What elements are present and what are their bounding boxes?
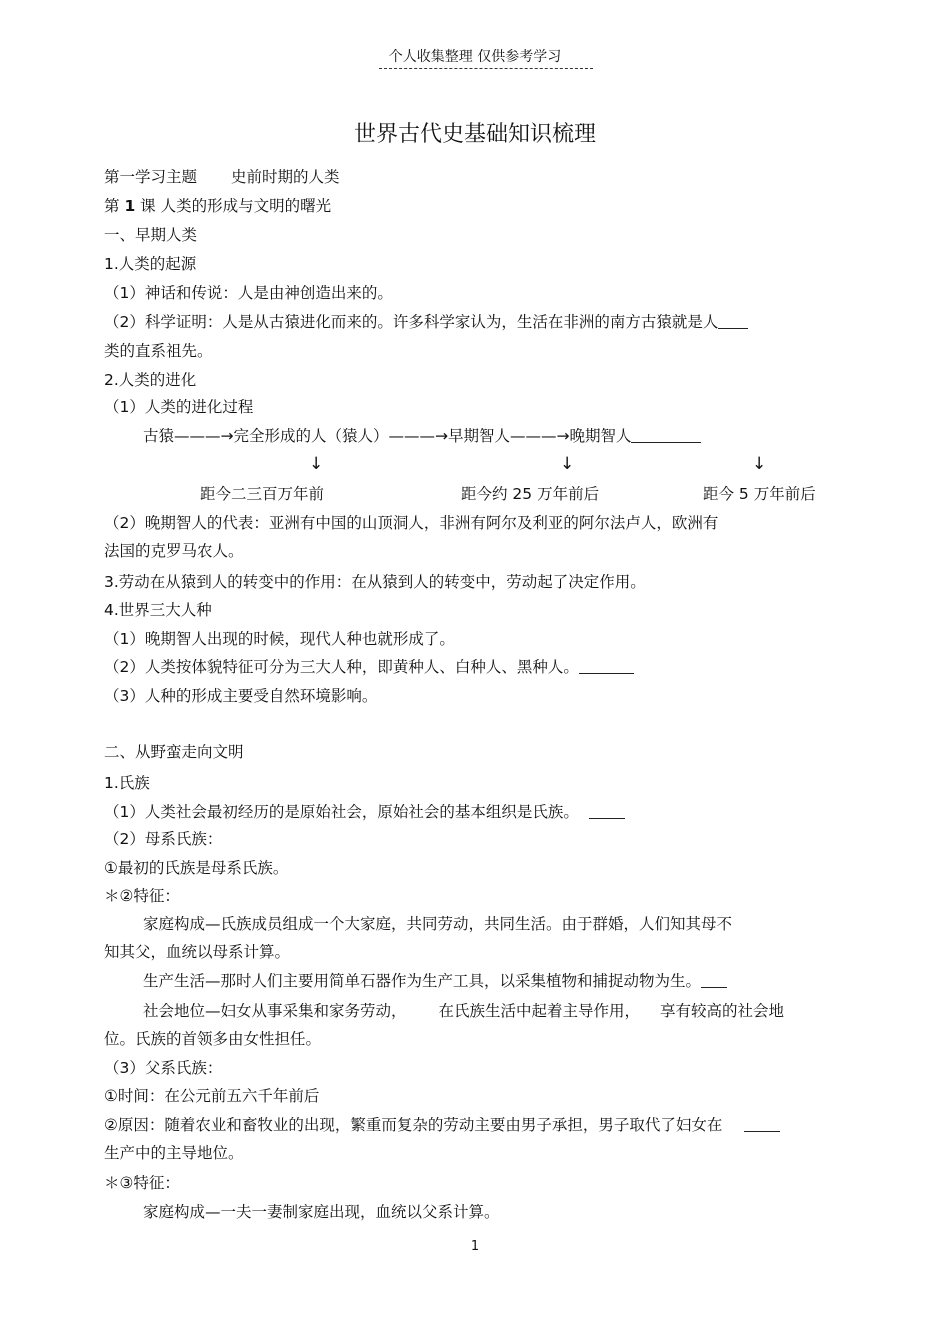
theme-title: 史前时期的人类 [231,168,340,186]
matriarchal-production: 生产生活—那时人们主要用简单石器作为生产工具，以采集植物和捕捉动物为生。 [143,970,727,992]
running-header: 个人收集整理 仅供参考学习 [388,49,562,65]
patriarchal-reason: ②原因：随着农业和畜牧业的出现，繁重而复杂的劳动主要由男子承担，男子取代了妇女在 [104,1114,780,1136]
item-races-3: （3）人种的形成主要受自然环境影响。 [104,687,378,705]
page-number: 1 [470,1239,480,1254]
fill-blank [579,657,634,674]
item-races-heading: 4.世界三大人种 [104,601,212,619]
item-origin-myth: （1）神话和传说：人是由神创造出来的。 [104,284,393,302]
time-label-late-sapiens: 距今 5 万年前后 [703,485,816,503]
fill-blank [589,802,625,819]
item-late-sapiens-cont: 法国的克罗马农人。 [104,542,244,560]
item-clan-1: （1）人类社会最初经历的是原始社会，原始社会的基本组织是氏族。 [104,801,625,823]
patriarchal-reason-cont: 生产中的主导地位。 [104,1144,244,1162]
part1-heading: 一、早期人类 [104,226,198,244]
fill-blank [718,312,748,329]
item-races-1: （1）晚期智人出现的时候，现代人种也就形成了。 [104,630,455,648]
down-arrow-icon: ↓ [752,454,767,474]
item-patriarchal: （3）父系氏族： [104,1059,223,1077]
down-arrow-icon: ↓ [309,454,324,474]
matriarchal-family-cont: 知其父，血统以母系计算。 [104,943,291,961]
lesson-heading: 第 1 课 人类的形成与文明的曙光 [104,197,332,215]
item-evolution-heading: 2.人类的进化 [104,371,197,389]
item-late-sapiens: （2）晚期智人的代表：亚洲有中国的山顶洞人，非洲有阿尔及利亚的阿尔法卢人，欧洲有 [104,514,719,532]
theme-heading [104,166,340,188]
item-evolution-process: （1）人类的进化过程 [104,398,254,416]
matriarchal-status-cont: 位。氏族的首领多由女性担任。 [104,1030,322,1048]
patriarchal-time: ①时间：在公元前五六千年前后 [104,1087,320,1105]
time-label-early-sapiens: 距今约 25 万年前后 [461,485,600,503]
item-labor-role: 3.劳动在从猿到人的转变中的作用：在从猿到人的转变中，劳动起了决定作用。 [104,573,646,591]
header-divider [379,68,593,69]
item-clan-heading: 1.氏族 [104,774,150,792]
lesson-number: 1 [124,197,136,215]
fill-blank [744,1115,780,1132]
item-origin-heading: 1.人类的起源 [104,255,197,273]
theme-label: 第一学习主题 [104,168,198,186]
down-arrow-icon: ↓ [560,454,575,474]
time-label-apes-man: 距今二三百万年前 [200,485,325,503]
item-races-2: （2）人类按体貌特征可分为三大人种，即黄种人、白种人、黑种人。 [104,656,634,678]
patriarchal-features: ＊③特征： [104,1174,180,1192]
item-matriarchal: （2）母系氏族： [104,830,223,848]
fill-blank [701,971,727,988]
part2-heading: 二、从野蛮走向文明 [104,743,244,761]
lesson-title: 课 人类的形成与文明的曙光 [135,197,332,215]
item-origin-science-cont: 类的直系祖先。 [104,342,213,360]
matriarchal-first: ①最初的氏族是母系氏族。 [104,859,289,877]
evolution-chain: 古猿———→完全形成的人（猿人）———→早期智人———→晚期智人 [143,425,701,447]
patriarchal-family: 家庭构成—一夫一妻制家庭出现，血统以父系计算。 [143,1203,500,1221]
matriarchal-features: ＊②特征： [104,887,180,905]
matriarchal-family: 家庭构成—氏族成员组成一个大家庭，共同劳动，共同生活。由于群婚，人们知其母不 [143,915,733,933]
fill-blank [631,426,701,443]
matriarchal-status: 社会地位—妇女从事采集和家务劳动， 在氏族生活中起着主导作用， 享有较高的社会地 [143,1002,785,1020]
item-origin-science: （2）科学证明：人是从古猿进化而来的。许多科学家认为，生活在非洲的南方古猿就是人 [104,311,748,333]
document-title: 世界古代史基础知识梳理 [353,122,596,147]
